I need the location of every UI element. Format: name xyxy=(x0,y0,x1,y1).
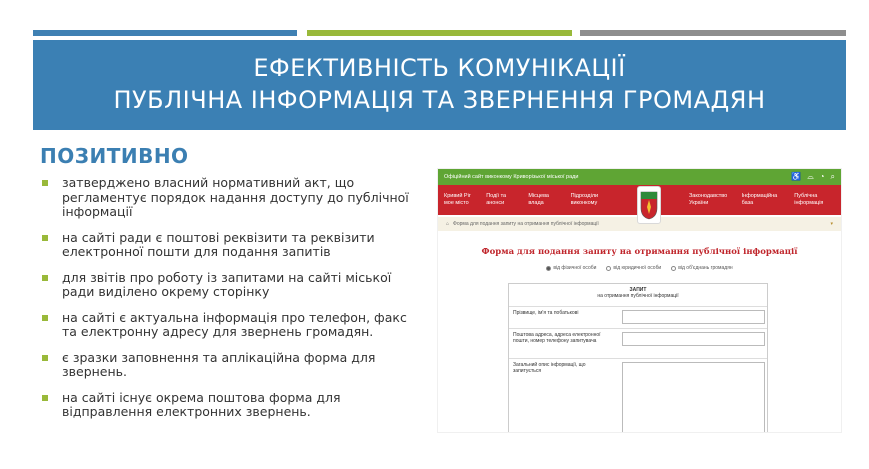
field-label: Поштова адреса, адреса електронної пошти, номер телефону запитувача xyxy=(513,332,601,344)
accessibility-icon[interactable]: ♿ xyxy=(791,172,802,181)
title-banner xyxy=(33,40,846,130)
field-label: Прізвище, ім'я та побатькові xyxy=(513,310,579,316)
radio-dot-icon xyxy=(606,266,611,271)
top-accent-bar-gray xyxy=(580,30,846,36)
nav-item[interactable]: Кривий Ріг мое місто xyxy=(444,193,471,206)
description-textarea[interactable] xyxy=(622,362,765,433)
bullet-square-icon xyxy=(42,180,48,186)
site-top-title: Офіційний сайт виконкому Криворізької міської ради xyxy=(444,174,579,180)
bullet-item: для звітів про роботу із запитами на сайті міської ради виділено окрему сторінку xyxy=(40,271,425,300)
name-input[interactable] xyxy=(622,310,765,324)
bullet-item: на сайті є актуальна інформація про телефон, факс та електронну адресу для звернень громадян. xyxy=(40,311,425,340)
bullet-item: є зразки заповнення та аплікаційна форма для звернень. xyxy=(40,351,425,380)
radio-legal-entity[interactable]: від юридичної особи xyxy=(606,265,661,271)
bullet-square-icon xyxy=(42,395,48,401)
form-row xyxy=(509,328,767,358)
home-icon[interactable]: ⌂ xyxy=(446,221,450,227)
breadcrumb-text[interactable]: Форма для подання запиту на отримання публічної інформації xyxy=(453,221,599,227)
section-heading: ПОЗИТИВНО xyxy=(40,144,189,168)
site-top-bar xyxy=(438,169,841,185)
top-accent-bar-green xyxy=(307,30,572,36)
nav-item[interactable]: Події та анонси xyxy=(486,193,507,206)
site-nav xyxy=(438,185,841,215)
rss-icon[interactable]: ◔ xyxy=(819,172,825,181)
city-emblem-icon[interactable] xyxy=(637,186,661,224)
field-label: Загальний опис інформації, що запитується xyxy=(513,362,586,374)
top-accent-bar-blue xyxy=(33,30,297,36)
radio-individual[interactable]: від фізичної особи xyxy=(546,265,596,271)
bullet-item: на сайті існує окрема поштова форма для відправлення електронних звернень. xyxy=(40,391,425,420)
bullet-square-icon xyxy=(42,235,48,241)
form-row xyxy=(509,358,767,433)
bullet-square-icon xyxy=(42,315,48,321)
search-icon[interactable]: ⌕ xyxy=(830,172,835,181)
nav-item[interactable]: Інформаційна база xyxy=(741,193,778,206)
requester-type-radios xyxy=(438,265,841,271)
bullet-list xyxy=(40,176,425,431)
website-screenshot xyxy=(437,168,842,433)
radio-association[interactable]: від об'єднань громадян xyxy=(671,265,732,271)
glasses-icon[interactable]: ⌓ xyxy=(807,172,814,181)
bullet-item: затверджено власний нормативний акт, що регламентує порядок надання доступу до публічної інформації xyxy=(40,176,425,220)
form-title: Форма для подання запиту на отримання публічної інформації xyxy=(481,247,798,257)
nav-item[interactable]: Підрозділи виконкому xyxy=(570,193,599,206)
title-line-1: ЕФЕКТИВНІСТЬ КОМУНІКАЦІЇ xyxy=(253,54,626,82)
contact-input[interactable] xyxy=(622,332,765,346)
title-line-2: ПУБЛІЧНА ІНФОРМАЦІЯ ТА ЗВЕРНЕННЯ ГРОМАДЯН xyxy=(113,86,766,114)
request-form xyxy=(508,283,768,433)
nav-item[interactable]: Публічна інформація xyxy=(794,193,824,206)
radio-dot-icon xyxy=(671,266,676,271)
nav-item[interactable]: Законодавство України xyxy=(688,193,728,206)
form-head: ЗАПИТ на отримання публічної інформації xyxy=(597,287,679,299)
bullet-item: на сайті ради є поштові реквізити та реквізити електронної пошти для подання запитів xyxy=(40,231,425,260)
bullet-square-icon xyxy=(42,275,48,281)
nav-item[interactable]: Місцева влада xyxy=(528,193,549,206)
radio-dot-icon xyxy=(546,266,551,271)
bullet-square-icon xyxy=(42,355,48,361)
form-row xyxy=(509,306,767,328)
chevron-down-icon[interactable]: ▾ xyxy=(830,221,833,227)
